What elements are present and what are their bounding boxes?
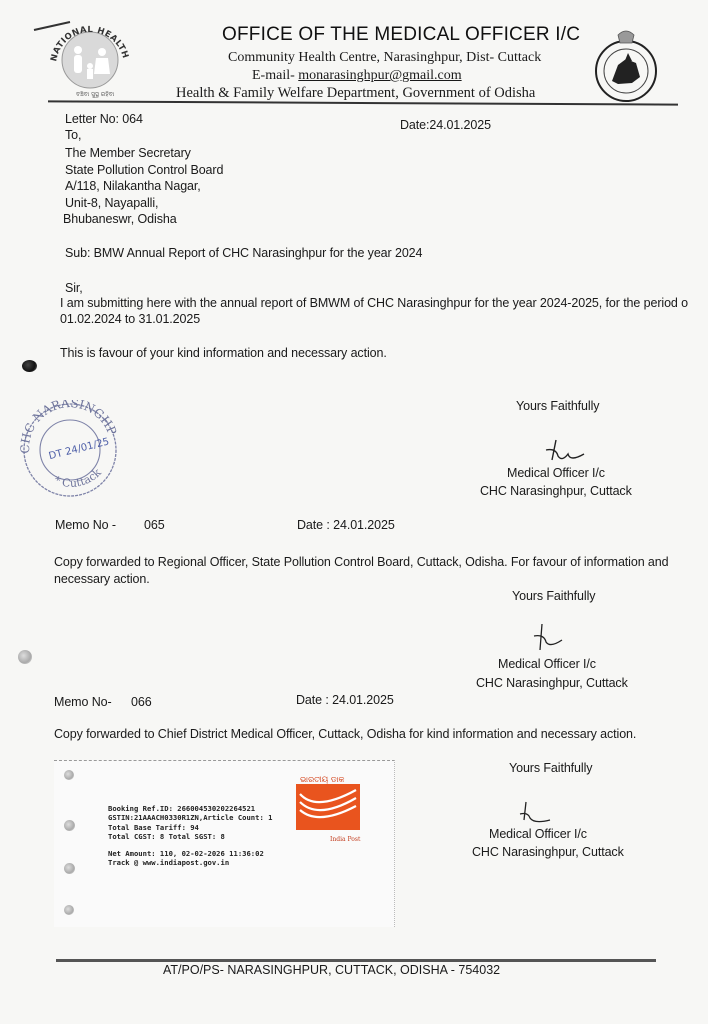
nhm-logo-text: NATIONAL HEALTH: [49, 24, 131, 63]
receipt-track-link: Track @ www.indiapost.gov.in: [108, 858, 230, 867]
footer-divider: [56, 959, 656, 962]
memo1-signatory-org: CHC Narasinghpur, Cuttack: [476, 676, 628, 690]
odisha-government-seal: [588, 27, 664, 103]
letter-to: To,: [65, 128, 82, 142]
receipt-gstin: GSTIN:21AAACH0330R1ZN,Article Count: 1: [108, 813, 273, 822]
memo2-signatory-title: Medical Officer I/c: [489, 827, 587, 841]
memo2-label: Memo No-: [54, 695, 112, 709]
punch-hole: [18, 650, 32, 664]
header-email-line: [252, 68, 462, 84]
recipient-address: [65, 145, 223, 228]
address-line: A/118, Nilakantha Nagar,: [65, 179, 201, 194]
address-line: State Pollution Control Board: [65, 162, 224, 177]
letter-signatory-title: Medical Officer I/c: [507, 466, 605, 480]
letter-salutation: Sir,: [65, 281, 83, 295]
signature: [540, 438, 590, 466]
chc-office-stamp: [18, 400, 122, 500]
memo1-text-line-2: necessary action.: [54, 572, 150, 586]
memo1-signature: [530, 622, 570, 652]
address-line: Bhubaneswr, Odisha: [63, 212, 177, 227]
office-title: OFFICE OF THE MEDICAL OFFICER I/C: [222, 24, 581, 45]
letter-body-line-1: I am submitting here with the annual report of BMWM of CHC Narasinghpur for the year 2024-2025, for the period o: [60, 296, 689, 310]
national-health-mission-logo: [28, 8, 138, 98]
email-link[interactable]: monarasinghpur@gmail.com: [298, 68, 462, 83]
letter-signatory-org: CHC Narasinghpur, Cuttack: [480, 484, 632, 498]
header-divider: [48, 100, 678, 105]
memo1-date: Date : 24.01.2025: [297, 518, 395, 532]
address-line: Unit-8, Nayapalli,: [65, 195, 159, 210]
header-centre-line: Community Health Centre, Narasinghpur, Dist- Cuttack: [228, 50, 542, 65]
receipt-base-tariff: Total Base Tariff: 94: [108, 823, 199, 832]
letter-date: Date:24.01.2025: [400, 118, 491, 132]
letter-body-line-2: 01.02.2024 to 31.01.2025: [60, 312, 201, 326]
header-department-line: Health & Family Welfare Department, Government of Odisha: [176, 85, 536, 101]
svg-text:ବଞ୍ଚିବା ସୁସ୍ଥ ରହିବା: ବଞ୍ଚିବା ସୁସ୍ଥ ରହିବା: [76, 91, 115, 98]
svg-text:ଭାରତୀୟ ଡାକ: ଭାରତୀୟ ଡାକ: [300, 775, 345, 784]
receipt-punch-hole: [64, 820, 75, 831]
india-post-logo: [296, 772, 360, 830]
address-line: The Member Secretary: [65, 146, 191, 160]
letter-number-label: Letter No:: [65, 112, 123, 126]
memo1-text-line-1: Copy forwarded to Regional Officer, State Pollution Control Board, Cuttack, Odisha. For favour of information and: [54, 555, 669, 569]
receipt-punch-hole: [64, 770, 74, 780]
punch-hole: [22, 360, 37, 372]
memo1-yours-faithfully: Yours Faithfully: [512, 589, 596, 603]
memo2-signature: [516, 800, 556, 826]
footer-address: AT/PO/PS- NARASINGHPUR, CUTTACK, ODISHA - 754032: [163, 963, 501, 977]
memo2-signatory-org: CHC Narasinghpur, Cuttack: [472, 845, 624, 859]
letter-subject: Sub: BMW Annual Report of CHC Narasinghpur for the year 2024: [65, 246, 423, 260]
memo2-text: Copy forwarded to Chief District Medical Officer, Cuttack, Odisha for kind information and necessary action.: [54, 727, 637, 741]
receipt-booking-ref: Booking Ref.ID: 266004530202264521: [108, 804, 256, 813]
receipt-net-amount: Net Amount: 110, 02-02-2026 11:36:02: [108, 849, 264, 858]
memo2-number: 066: [131, 695, 152, 709]
svg-text:* Cuttack: [52, 466, 104, 490]
email-label: E-mail-: [252, 68, 299, 83]
letter-yours-faithfully: Yours Faithfully: [516, 399, 600, 413]
memo1-signatory-title: Medical Officer I/c: [498, 657, 596, 671]
stamp-top-text: CHC NARASINGHP: [18, 400, 120, 454]
receipt-punch-hole: [64, 905, 74, 915]
receipt-punch-hole: [64, 863, 75, 874]
stamp-handwritten-date: DT 24/01/25: [47, 436, 111, 463]
letter-closing-line: This is favour of your kind information and necessary action.: [60, 346, 387, 360]
memo2-yours-faithfully: Yours Faithfully: [509, 761, 593, 775]
memo1-label: Memo No -: [55, 518, 116, 532]
stamp-bottom-text: * Cuttack: [52, 466, 104, 491]
letter-number-value: 064: [122, 112, 143, 126]
memo1-number: 065: [144, 518, 165, 532]
memo2-date: Date : 24.01.2025: [296, 693, 394, 707]
india-post-logo-text: India Post: [330, 836, 361, 843]
receipt-tax: Total CGST: 8 Total SGST: 8: [108, 832, 225, 841]
letter-number: [65, 112, 143, 126]
